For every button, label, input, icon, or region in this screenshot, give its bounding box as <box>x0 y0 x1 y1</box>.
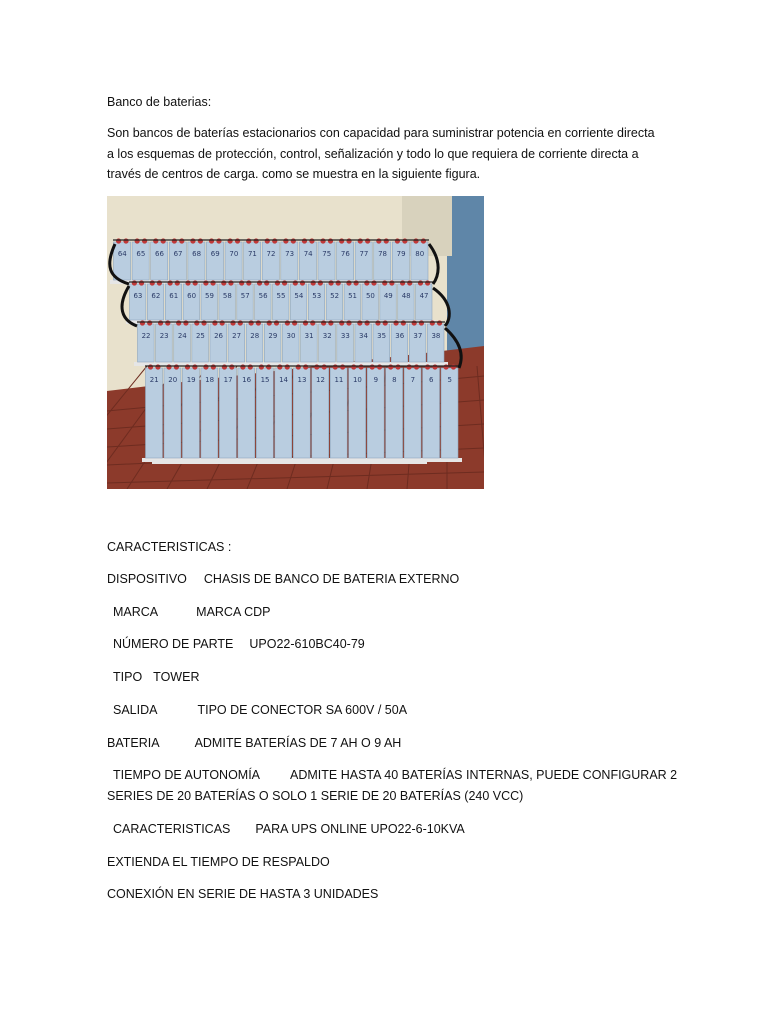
battery-number: 55 <box>276 292 286 300</box>
spec-label: TIPO <box>113 670 143 684</box>
battery-terminal <box>296 364 301 369</box>
battery-number: 51 <box>348 292 357 300</box>
battery-terminal <box>285 320 290 325</box>
battery-terminal <box>383 320 388 325</box>
battery-number: 37 <box>413 332 423 340</box>
spec-autonomia <box>113 765 677 785</box>
battery-cell <box>201 284 217 320</box>
battery-number: 48 <box>401 292 411 300</box>
battery-cell <box>409 324 426 362</box>
battery-cell <box>318 242 335 280</box>
battery-cell <box>165 284 181 320</box>
spec-value: CHASIS DE BANCO DE BATERIA EXTERNO <box>203 572 460 586</box>
battery-terminal <box>228 280 233 285</box>
battery-number: 28 <box>250 332 260 340</box>
battery-number: 5 <box>447 376 452 384</box>
battery-cell <box>416 284 432 320</box>
battery-terminal <box>216 238 221 243</box>
battery-terminal <box>283 238 288 243</box>
battery-terminal <box>254 238 259 243</box>
battery-cell <box>273 284 289 320</box>
battery-terminal <box>443 364 448 369</box>
battery-terminal <box>437 320 442 325</box>
battery-number: 27 <box>232 332 242 340</box>
battery-cell <box>392 242 409 280</box>
battery-cell <box>225 242 242 280</box>
battery-terminal <box>339 320 344 325</box>
spec-label: NÚMERO DE PARTE <box>113 637 234 651</box>
spec-value: TIPO DE CONECTOR SA 600V / 50A <box>197 703 408 717</box>
battery-terminal <box>413 238 418 243</box>
battery-terminal <box>239 280 244 285</box>
battery-number: 13 <box>297 376 307 384</box>
battery-number: 26 <box>214 332 223 340</box>
battery-cell <box>206 242 223 280</box>
battery-cell <box>299 242 316 280</box>
battery-number: 49 <box>383 292 393 300</box>
battery-terminal <box>339 238 344 243</box>
battery-cell <box>151 242 168 280</box>
battery-number: 78 <box>378 250 387 258</box>
battery-number: 36 <box>395 332 405 340</box>
battery-terminal <box>425 280 430 285</box>
battery-terminal <box>221 280 226 285</box>
battery-terminal <box>320 238 325 243</box>
battery-cell <box>301 324 318 362</box>
battery-number: 7 <box>410 376 416 384</box>
battery-number: 62 <box>151 292 161 300</box>
battery-cell <box>210 324 227 362</box>
battery-number: 73 <box>285 250 295 258</box>
battery-cell <box>326 284 342 320</box>
battery-number: 19 <box>186 376 196 384</box>
battery-terminal <box>328 280 333 285</box>
battery-terminal <box>285 364 290 369</box>
spec-dispositivo <box>107 569 459 589</box>
battery-terminal <box>157 280 162 285</box>
battery-terminal <box>175 280 180 285</box>
battery-cell <box>281 242 298 280</box>
battery-terminal <box>364 280 369 285</box>
battery-terminal <box>336 280 341 285</box>
battery-terminal <box>414 364 419 369</box>
battery-number: 56 <box>258 292 268 300</box>
battery-cell <box>138 324 155 362</box>
battery-terminal <box>193 280 198 285</box>
battery-terminal <box>303 364 308 369</box>
battery-terminal <box>161 238 166 243</box>
battery-terminal <box>418 280 423 285</box>
battery-terminal <box>222 364 227 369</box>
battery-terminal <box>190 238 195 243</box>
battery-number: 69 <box>210 250 220 258</box>
battery-terminal <box>370 364 375 369</box>
battery-number: 30 <box>286 332 296 340</box>
battery-number: 64 <box>117 250 127 258</box>
battery-terminal <box>371 280 376 285</box>
spec-tipo <box>113 667 199 687</box>
battery-cell <box>255 284 271 320</box>
battery-terminal <box>412 320 417 325</box>
battery-terminal <box>310 320 315 325</box>
battery-terminal <box>265 238 270 243</box>
battery-number: 29 <box>268 332 278 340</box>
battery-terminal <box>300 280 305 285</box>
battery-terminal <box>292 320 297 325</box>
battery-cell <box>308 284 324 320</box>
battery-cell <box>228 324 245 362</box>
battery-terminal <box>203 280 208 285</box>
battery-terminal <box>303 320 308 325</box>
battery-cell <box>319 324 336 362</box>
battery-number: 63 <box>133 292 143 300</box>
battery-number: 17 <box>223 376 233 384</box>
battery-terminal <box>309 238 314 243</box>
spec-autonomia-continued: SERIES DE 20 BATERÍAS O SOLO 1 SERIE DE 20 BATERÍAS (240 VCC) <box>107 789 524 803</box>
battery-number: 58 <box>222 292 232 300</box>
battery-cell <box>246 324 263 362</box>
spec-label: BATERIA <box>107 736 160 750</box>
battery-number: 50 <box>365 292 375 300</box>
battery-terminal <box>272 238 277 243</box>
battery-number: 32 <box>322 332 332 340</box>
battery-cell <box>374 242 391 280</box>
battery-number: 76 <box>340 250 350 258</box>
battery-terminal <box>139 280 144 285</box>
battery-terminal <box>382 280 387 285</box>
battery-number: 11 <box>334 376 344 384</box>
battery-terminal <box>358 238 363 243</box>
battery-terminal <box>393 320 398 325</box>
battery-number: 34 <box>359 332 368 340</box>
battery-terminal <box>148 364 153 369</box>
battery-terminal <box>328 238 333 243</box>
spec-label: CARACTERISTICAS <box>113 822 231 836</box>
battery-number: 75 <box>322 250 332 258</box>
battery-cell <box>174 324 191 362</box>
battery-terminal <box>346 238 351 243</box>
spec-value: ADMITE BATERÍAS DE 7 AH O 9 AH <box>194 736 402 750</box>
battery-terminal <box>132 280 137 285</box>
spec-label: SALIDA <box>113 703 158 717</box>
extra-respaldo: EXTIENDA EL TIEMPO DE RESPALDO <box>107 855 330 869</box>
doc-heading: Banco de baterias: <box>107 95 212 109</box>
battery-bank-illustration <box>107 196 484 489</box>
battery-terminal <box>314 364 319 369</box>
battery-terminal <box>264 280 269 285</box>
battery-terminal <box>322 364 327 369</box>
battery-terminal <box>395 238 400 243</box>
battery-cell <box>344 284 360 320</box>
battery-terminal <box>142 238 147 243</box>
section-title: CARACTERISTICAS : <box>107 540 232 554</box>
battery-terminal <box>376 238 381 243</box>
battery-cell <box>380 284 396 320</box>
battery-terminal <box>432 364 437 369</box>
battery-terminal <box>168 280 173 285</box>
spec-parte <box>113 634 365 654</box>
battery-number: 22 <box>141 332 151 340</box>
battery-terminal <box>230 320 235 325</box>
battery-cell <box>169 242 186 280</box>
battery-number: 6 <box>429 376 434 384</box>
battery-cell <box>219 284 235 320</box>
battery-number: 65 <box>136 250 146 258</box>
battery-terminal <box>185 364 190 369</box>
battery-terminal <box>192 364 197 369</box>
battery-cell <box>183 284 199 320</box>
battery-number: 35 <box>377 332 387 340</box>
battery-terminal <box>388 364 393 369</box>
battery-cell <box>398 284 414 320</box>
battery-terminal <box>311 280 316 285</box>
battery-number: 8 <box>392 376 397 384</box>
spec-value: PARA UPS ONLINE UPO22-6-10KVA <box>255 822 465 836</box>
battery-number: 60 <box>187 292 197 300</box>
battery-number: 15 <box>260 376 270 384</box>
battery-number: 59 <box>205 292 214 300</box>
battery-terminal <box>166 364 171 369</box>
battery-cell <box>373 324 390 362</box>
battery-terminal <box>185 280 190 285</box>
battery-number: 33 <box>340 332 350 340</box>
battery-number: 67 <box>173 250 183 258</box>
spec-value: ADMITE HASTA 40 BATERÍAS INTERNAS, PUEDE CONFIGURAR 2 <box>290 768 678 782</box>
battery-number: 31 <box>304 332 314 340</box>
battery-terminal <box>277 364 282 369</box>
battery-number: 24 <box>177 332 187 340</box>
battery-terminal <box>291 238 296 243</box>
battery-terminal <box>135 238 140 243</box>
battery-number: 21 <box>149 376 159 384</box>
battery-number: 79 <box>396 250 406 258</box>
spec-value: TOWER <box>153 670 200 684</box>
battery-cell <box>114 242 131 280</box>
battery-cell <box>411 242 428 280</box>
battery-terminal <box>259 364 264 369</box>
battery-cell <box>147 284 163 320</box>
battery-number: 80 <box>415 250 425 258</box>
battery-terminal <box>165 320 170 325</box>
battery-terminal <box>194 320 199 325</box>
battery-cell <box>391 324 408 362</box>
battery-number: 14 <box>279 376 288 384</box>
spec-label: MARCA <box>113 605 159 619</box>
intro-line-1: Son bancos de baterías estacionarios con capacidad para suministrar potencia en corriente directa <box>107 126 655 140</box>
battery-terminal <box>266 364 271 369</box>
battery-number: 66 <box>155 250 164 258</box>
battery-number: 53 <box>312 292 322 300</box>
battery-cell <box>337 324 354 362</box>
intro-line-3: través de centros de carga. como se muestra en la siguiente figura. <box>107 167 481 181</box>
battery-number: 23 <box>159 332 169 340</box>
battery-terminal <box>210 280 215 285</box>
spec-caracteristicas <box>113 819 465 839</box>
battery-terminal <box>179 238 184 243</box>
battery-terminal <box>211 364 216 369</box>
battery-terminal <box>400 280 405 285</box>
battery-terminal <box>275 280 280 285</box>
battery-terminal <box>150 280 155 285</box>
battery-terminal <box>123 238 128 243</box>
battery-cell <box>188 242 205 280</box>
battery-terminal <box>140 320 145 325</box>
battery-terminal <box>183 320 188 325</box>
battery-terminal <box>174 364 179 369</box>
battery-number: 77 <box>359 250 369 258</box>
battery-cell <box>337 242 354 280</box>
battery-terminal <box>365 238 370 243</box>
battery-terminal <box>220 320 225 325</box>
extra-conexion: CONEXIÓN EN SERIE DE HASTA 3 UNIDADES <box>107 887 379 901</box>
battery-terminal <box>116 238 121 243</box>
battery-terminal <box>419 320 424 325</box>
battery-terminal <box>407 364 412 369</box>
intro-line-2: a los esquemas de protección, control, señalización y todo lo que requiera de corriente directa a <box>107 146 639 161</box>
battery-terminal <box>351 364 356 369</box>
battery-cell <box>290 284 306 320</box>
battery-number: 18 <box>205 376 215 384</box>
battery-number: 9 <box>373 376 379 384</box>
battery-cell <box>355 242 372 280</box>
battery-terminal <box>249 320 254 325</box>
battery-cell <box>156 324 173 362</box>
battery-cell <box>130 284 146 320</box>
battery-terminal <box>147 320 152 325</box>
battery-number: 68 <box>192 250 202 258</box>
battery-cell <box>262 242 279 280</box>
battery-terminal <box>203 364 208 369</box>
battery-terminal <box>257 280 262 285</box>
spec-value: MARCA CDP <box>196 605 271 619</box>
battery-terminal <box>282 280 287 285</box>
battery-cell <box>192 324 209 362</box>
battery-number: 16 <box>242 376 252 384</box>
battery-cell <box>237 284 253 320</box>
battery-cell <box>244 242 261 280</box>
battery-number: 72 <box>266 250 276 258</box>
battery-number: 25 <box>195 332 205 340</box>
intro-paragraph <box>107 123 667 185</box>
battery-number: 70 <box>229 250 239 258</box>
battery-cell <box>427 324 444 362</box>
battery-number: 74 <box>303 250 313 258</box>
battery-terminal <box>228 238 233 243</box>
battery-terminal <box>198 238 203 243</box>
battery-terminal <box>158 320 163 325</box>
battery-terminal <box>155 364 160 369</box>
battery-terminal <box>333 364 338 369</box>
battery-terminal <box>328 320 333 325</box>
battery-terminal <box>389 280 394 285</box>
battery-terminal <box>229 364 234 369</box>
battery-number: 12 <box>316 376 325 384</box>
battery-terminal <box>402 238 407 243</box>
battery-terminal <box>318 280 323 285</box>
battery-terminal <box>375 320 380 325</box>
battery-terminal <box>384 238 389 243</box>
battery-terminal <box>395 364 400 369</box>
battery-terminal <box>321 320 326 325</box>
battery-terminal <box>201 320 206 325</box>
battery-bank-photo <box>107 196 484 489</box>
spec-marca <box>113 602 270 622</box>
battery-terminal <box>240 364 245 369</box>
battery-terminal <box>377 364 382 369</box>
battery-terminal <box>172 238 177 243</box>
battery-terminal <box>238 320 243 325</box>
battery-number: 38 <box>431 332 441 340</box>
battery-terminal <box>421 238 426 243</box>
battery-number: 54 <box>294 292 304 300</box>
battery-terminal <box>256 320 261 325</box>
battery-terminal <box>293 280 298 285</box>
battery-terminal <box>451 364 456 369</box>
battery-number: 57 <box>240 292 250 300</box>
spec-salida <box>113 700 407 720</box>
battery-terminal <box>430 320 435 325</box>
battery-terminal <box>346 280 351 285</box>
battery-terminal <box>153 238 158 243</box>
battery-terminal <box>246 238 251 243</box>
battery-terminal <box>302 238 307 243</box>
battery-terminal <box>340 364 345 369</box>
battery-terminal <box>248 364 253 369</box>
battery-terminal <box>274 320 279 325</box>
battery-number: 52 <box>330 292 340 300</box>
battery-cell <box>355 324 372 362</box>
battery-terminal <box>346 320 351 325</box>
battery-number: 47 <box>419 292 429 300</box>
battery-terminal <box>176 320 181 325</box>
spec-label: DISPOSITIVO <box>107 572 187 586</box>
battery-terminal <box>212 320 217 325</box>
battery-cell <box>132 242 149 280</box>
battery-terminal <box>354 280 359 285</box>
battery-terminal <box>209 238 214 243</box>
battery-terminal <box>359 364 364 369</box>
battery-cell <box>282 324 299 362</box>
battery-terminal <box>407 280 412 285</box>
battery-cell <box>362 284 378 320</box>
battery-number: 20 <box>168 376 178 384</box>
battery-terminal <box>401 320 406 325</box>
battery-number: 71 <box>247 250 257 258</box>
battery-number: 61 <box>169 292 179 300</box>
battery-number: 10 <box>352 376 362 384</box>
battery-terminal <box>357 320 362 325</box>
battery-terminal <box>364 320 369 325</box>
battery-terminal <box>235 238 240 243</box>
battery-terminal <box>425 364 430 369</box>
rack-shelf <box>142 458 462 462</box>
spec-label: TIEMPO DE AUTONOMÍA <box>113 768 261 782</box>
spec-bateria <box>107 733 401 753</box>
battery-terminal <box>267 320 272 325</box>
battery-cell <box>264 324 281 362</box>
spec-value: UPO22-610BC40-79 <box>249 637 365 651</box>
battery-terminal <box>246 280 251 285</box>
